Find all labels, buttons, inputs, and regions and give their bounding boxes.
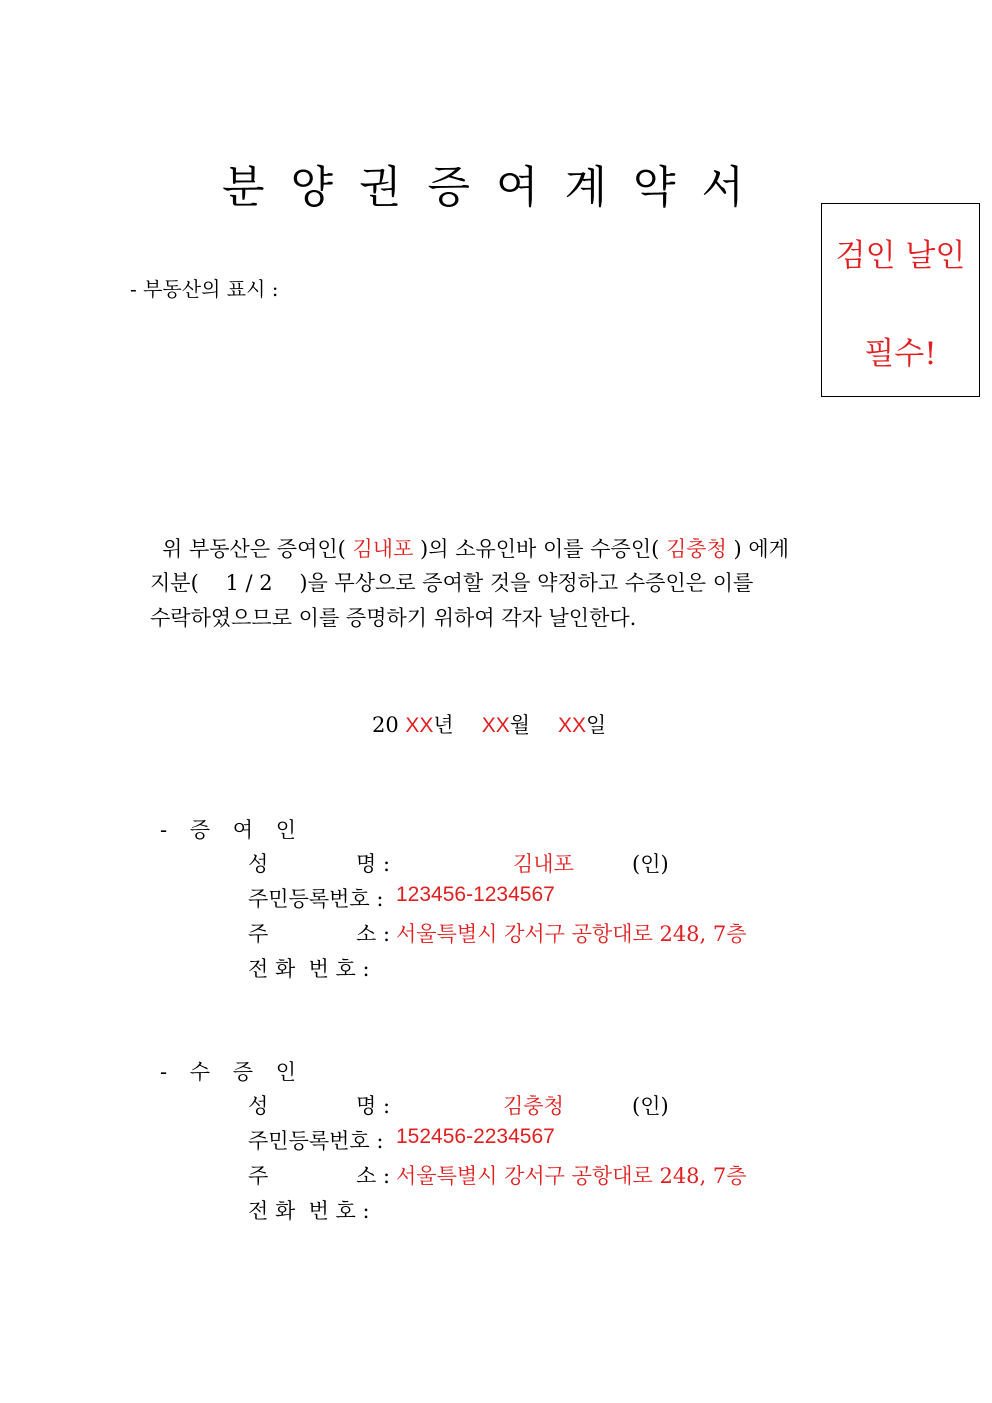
donee-seal-mark: (인) (632, 1094, 669, 1118)
agreement-line-2 (150, 571, 753, 595)
donor-heading: - 증 여 인 (160, 818, 304, 842)
donee-resident-id: 152456-2234567 (396, 1125, 555, 1148)
donor-name: 김내포 (513, 852, 574, 876)
date-month-unit: 월 (509, 713, 531, 737)
donee-name-label-a: 성 (248, 1094, 269, 1118)
donor-resident-id: 123456-1234567 (396, 883, 555, 906)
donee-heading: - 수 증 인 (160, 1060, 304, 1084)
donor-name-inline: 김내포 (352, 537, 414, 561)
seal-notice-line1: 검인 날인 (835, 238, 966, 274)
donee-address-label-a: 주 (248, 1164, 269, 1188)
date-prefix: 20 (372, 713, 406, 737)
date-day-unit: 일 (586, 713, 607, 737)
date-day: XX (558, 714, 587, 737)
donee-address: 서울특별시 강서구 공항대로 248, 7층 (396, 1164, 747, 1188)
contract-date (372, 709, 606, 739)
date-year-unit: 년 (433, 713, 454, 737)
seal-notice-box (821, 203, 980, 397)
share-ratio: 1 / 2 (225, 571, 273, 595)
donee-name: 김충청 (503, 1094, 564, 1118)
agreement-text: ) 에게 (726, 537, 789, 561)
document-title: 분양권증여계약서 (221, 162, 771, 213)
seal-notice-line2: 필수! (864, 336, 937, 372)
agreement-text: 지분( (150, 571, 226, 595)
donor-name-label-a: 성 (248, 852, 269, 876)
agreement-line-1 (162, 537, 789, 561)
donor-address-label-a: 주 (248, 922, 269, 946)
donor-address: 서울특별시 강서구 공항대로 248, 7층 (396, 922, 747, 946)
property-label: - 부동산의 표시 : (130, 277, 279, 301)
date-year: XX (405, 714, 434, 737)
donor-seal-mark: (인) (632, 852, 669, 876)
donor-phone-label: 전 화 번 호 : (248, 957, 370, 981)
donor-id-label: 주민등록번호 : (248, 887, 384, 911)
donee-phone-label: 전 화 번 호 : (248, 1199, 370, 1223)
agreement-text: 위 부동산은 증여인( (162, 537, 353, 561)
agreement-text: )의 소유인바 이를 수증인( (413, 537, 666, 561)
donee-name-inline: 김충청 (666, 537, 727, 561)
donor-address-label-b: 소 : (356, 922, 391, 946)
donee-id-label: 주민등록번호 : (248, 1129, 384, 1153)
donee-address-label-b: 소 : (356, 1164, 391, 1188)
donor-name-label-b: 명 : (356, 852, 391, 876)
agreement-line-3: 수락하였으므로 이를 증명하기 위하여 각자 날인한다. (150, 606, 637, 630)
agreement-text: )을 무상으로 증여할 것을 약정하고 수증인은 이를 (272, 571, 754, 595)
date-month: XX (481, 714, 510, 737)
donee-name-label-b: 명 : (356, 1094, 391, 1118)
